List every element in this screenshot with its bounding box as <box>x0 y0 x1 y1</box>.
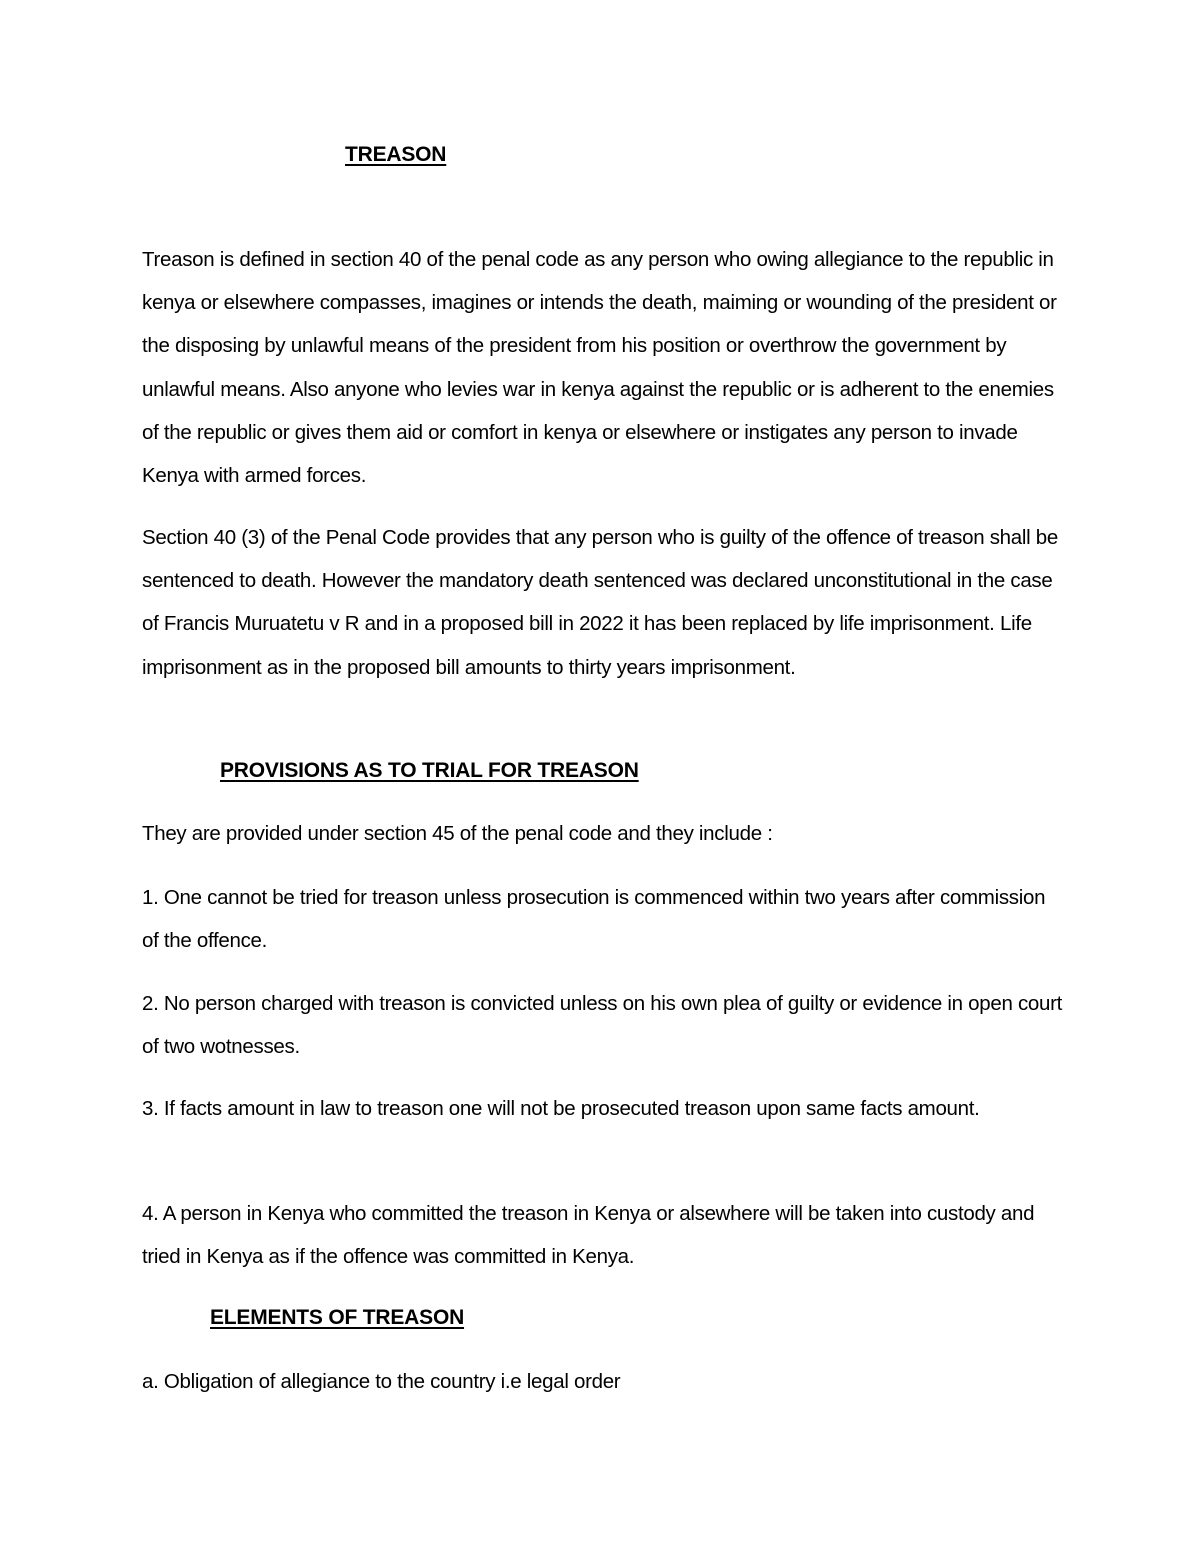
document-title: TREASON <box>345 143 447 166</box>
provisions-intro: They are provided under section 45 of the penal code and they include : <box>142 822 773 845</box>
provisions-heading: PROVISIONS AS TO TRIAL FOR TREASON <box>220 759 639 782</box>
provision-item-2: 2. No person charged with treason is convicted unless on his own plea of guilty or evidence in open court of two wotnesses. <box>142 992 1063 1059</box>
elements-heading: ELEMENTS OF TREASON <box>210 1306 465 1329</box>
element-item-a: a. Obligation of allegiance to the country i.e legal order <box>142 1370 621 1393</box>
sentence-paragraph: Section 40 (3) of the Penal Code provides that any person who is guilty of the offence of treason shall be sentenced to death. However the mandatory death sentenced was declared unconstitutional in the case of Francis Muruatetu v R and in a proposed bill in 2022 it has been replaced by life imprisonment. Life imprisonment as in the proposed bill amounts to thirty years imprisonment. <box>142 526 1058 679</box>
provision-item-1: 1. One cannot be tried for treason unless prosecution is commenced within two years after commission of the offence. <box>142 886 1046 953</box>
intro-paragraph: Treason is defined in section 40 of the penal code as any person who owing allegiance to the republic in kenya or elsewhere compasses, imagines or intends the death, maiming or wounding of the president or the disposing by unlawful means of the president from his position or overthrow the government by unlawful means. Also anyone who levies war in kenya against the republic or is adherent to the enemies of the republic or gives them aid or comfort in kenya or elsewhere or instigates any person to invade Kenya with armed forces. <box>142 248 1057 488</box>
provision-item-3: 3. If facts amount in law to treason one will not be prosecuted treason upon same facts amount. <box>142 1097 980 1120</box>
provision-item-4: 4. A person in Kenya who committed the treason in Kenya or alsewhere will be taken into custody and tried in Kenya as if the offence was committed in Kenya. <box>142 1202 1035 1269</box>
